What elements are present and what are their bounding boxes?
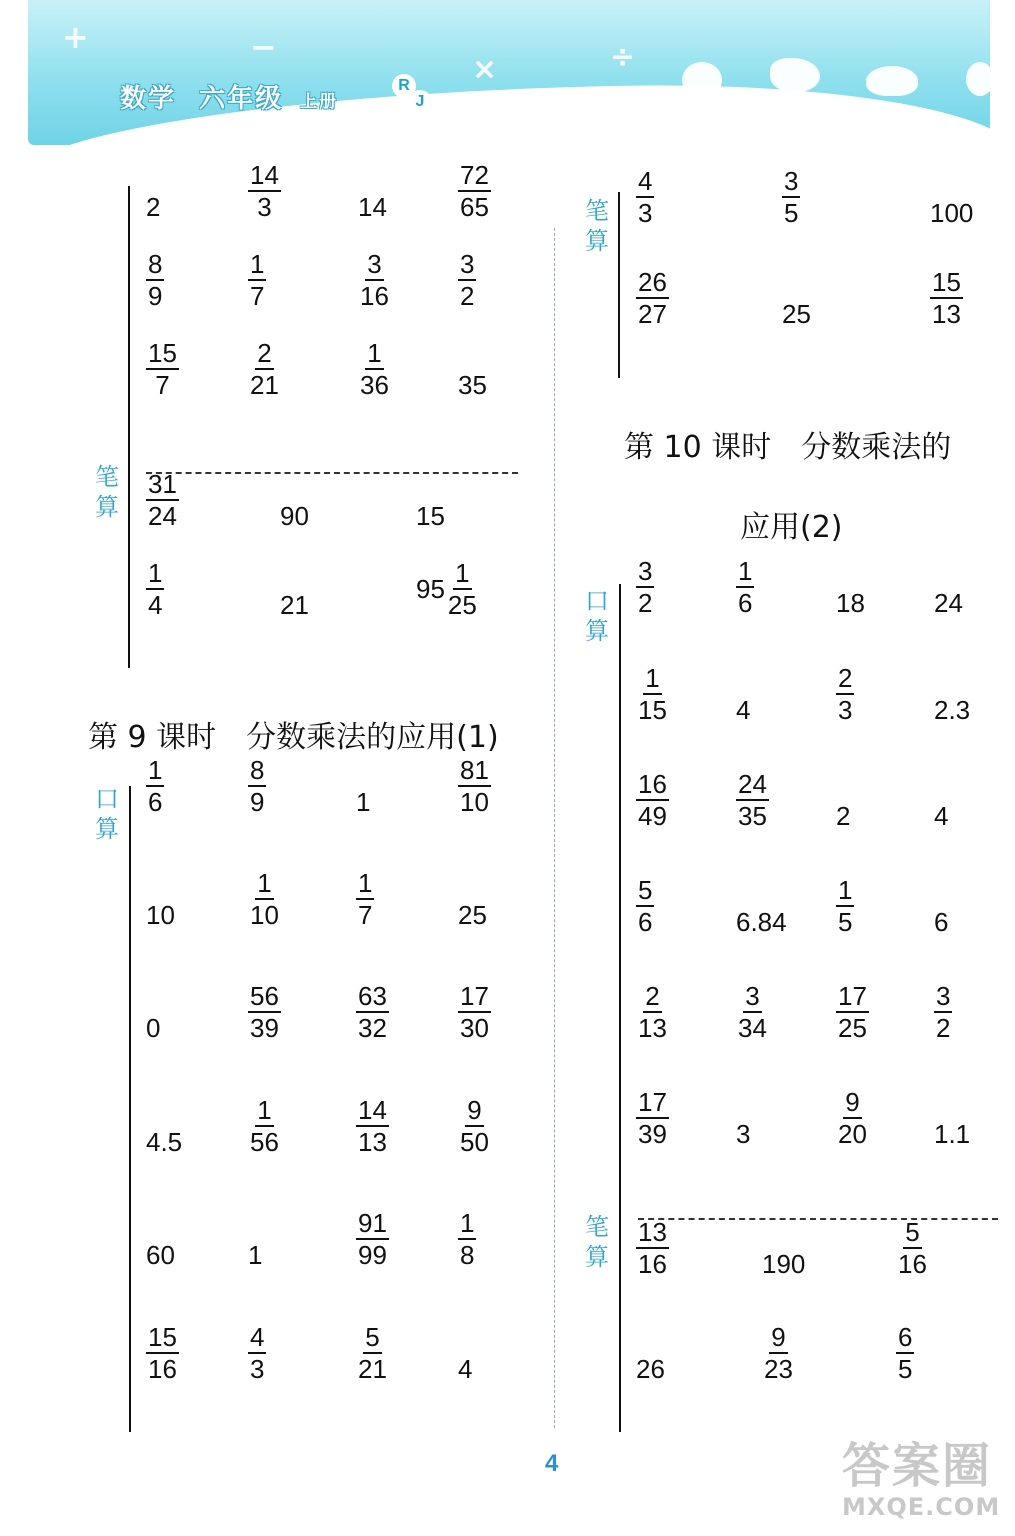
number: 0 [146,1013,161,1043]
oral-label: 口算 [95,785,119,843]
fraction [836,875,854,937]
plus-icon: + [62,18,89,56]
fraction [358,338,391,400]
fraction [146,469,179,531]
number: 21 [280,590,309,620]
fraction [356,1095,389,1157]
lesson-10-title-line2: 应用(2) [740,510,843,545]
fraction [458,1095,491,1157]
denominator: 39 [250,1013,279,1043]
denominator: 15 [638,695,667,725]
minus-icon: − [250,28,277,66]
numerator: 1 [358,868,373,898]
fraction [248,1095,281,1157]
fraction [446,558,479,620]
fraction [146,755,164,817]
dashed-separator [638,1218,998,1220]
fraction [146,558,164,620]
fraction [248,755,266,817]
denominator: 35 [738,801,767,831]
written-label: 笔算 [585,1213,609,1271]
numerator: 15 [932,267,961,297]
numerator: 31 [148,469,177,499]
number: 24 [934,588,963,618]
numerator: 15 [148,1322,177,1352]
fraction [636,556,654,618]
numerator: 1 [460,1208,475,1238]
denominator: 13 [358,1127,387,1157]
numerator: 17 [638,1087,667,1117]
numerator: 1 [257,1095,272,1125]
fraction [636,769,669,831]
badge-j: J [408,90,432,114]
denominator: 10 [460,787,489,817]
denominator: 7 [250,281,265,311]
numerator: 3 [784,166,799,196]
numerator: 8 [148,249,163,279]
denominator: 36 [360,370,389,400]
fraction [736,556,754,618]
numerator: 1 [838,875,853,905]
numerator: 1 [455,558,470,588]
watermark-text: 答案圈 [842,1438,993,1494]
mixed-number [416,558,479,620]
fraction [458,755,491,817]
denominator: 49 [638,801,667,831]
denominator: 10 [250,900,279,930]
right-practice-bar [619,584,621,1432]
fraction [636,1087,669,1149]
denominator: 20 [838,1119,867,1149]
number: 3 [736,1119,751,1149]
number: 2 [836,801,851,831]
fraction [636,663,669,725]
numerator: 5 [638,875,653,905]
watermark-logo [842,1440,1012,1532]
badge-r: R [392,74,416,98]
numerator: 16 [638,769,667,799]
denominator: 7 [155,370,170,400]
denominator: 9 [148,281,163,311]
denominator: 5 [838,907,853,937]
denominator: 2 [638,588,653,618]
fraction [356,868,374,930]
fraction [458,981,491,1043]
fraction [736,981,769,1043]
number: 14 [358,192,387,222]
numerator: 1 [257,868,272,898]
numerator: 9 [771,1322,786,1352]
denominator: 5 [784,198,799,228]
numerator: 8 [250,755,265,785]
fraction [896,1217,929,1279]
denominator: 6 [638,907,653,937]
denominator: 4 [148,590,163,620]
denominator: 2 [936,1013,951,1043]
denominator: 39 [638,1119,667,1149]
numerator: 17 [838,981,867,1011]
denominator: 32 [358,1013,387,1043]
oral-label: 口算 [585,587,609,645]
number: 60 [146,1240,175,1270]
times-icon: × [472,52,498,87]
numerator: 1 [738,556,753,586]
cloud-icon [770,58,820,92]
denominator: 25 [447,590,477,620]
subject-label: 数学 [120,84,177,114]
denominator: 5 [898,1354,913,1384]
numerator: 26 [638,267,667,297]
numerator: 81 [460,755,489,785]
fraction [356,1208,389,1270]
fraction [896,1322,914,1384]
numerator: 24 [738,769,767,799]
numerator: 14 [358,1095,387,1125]
denominator: 6 [148,787,163,817]
denominator: 3 [638,198,653,228]
denominator: 34 [738,1013,767,1043]
left-oral-bar [129,786,131,1432]
denominator: 27 [638,299,667,329]
number: 4 [736,695,751,725]
written-label: 笔算 [585,197,609,255]
number: 190 [762,1249,806,1279]
number: 4 [934,801,949,831]
page-number: 4 [545,1450,559,1477]
numerator: 2 [257,338,272,368]
numerator: 2 [838,663,853,693]
denominator: 25 [838,1013,867,1043]
numerator: 4 [638,166,653,196]
whole-part: 95 [416,573,445,604]
fraction [836,1087,869,1149]
fraction [930,267,963,329]
denominator: 16 [898,1249,927,1279]
right-written-bar [618,192,620,378]
denominator: 50 [460,1127,489,1157]
denominator: 23 [764,1354,793,1384]
fraction [636,981,669,1043]
numerator: 4 [250,1322,265,1352]
numerator: 17 [460,981,489,1011]
fraction [248,249,266,311]
fraction [762,1322,795,1384]
numerator: 1 [367,338,382,368]
numerator: 3 [638,556,653,586]
header-banner [28,0,990,145]
numerator: 13 [638,1217,667,1247]
fraction [356,1322,389,1384]
number: 18 [836,588,865,618]
number: 1 [248,1240,263,1270]
denominator: 7 [358,900,373,930]
watermark-url: MXQE.COM [842,1493,1001,1521]
fraction [248,981,281,1043]
fraction [636,1217,669,1279]
dashed-separator [146,472,518,474]
grade-label: 六年级 [199,84,284,114]
numerator: 56 [250,981,279,1011]
written-label: 笔算 [95,463,119,521]
fraction [636,267,669,329]
denominator: 30 [460,1013,489,1043]
fraction [736,769,769,831]
left-written-bar [128,186,130,668]
denominator: 6 [738,588,753,618]
denominator: 8 [460,1240,475,1270]
denominator: 13 [638,1013,667,1043]
numerator: 1 [250,249,265,279]
numerator: 91 [358,1208,387,1238]
fraction [636,166,654,228]
numerator: 6 [898,1322,913,1352]
number: 10 [146,900,175,930]
fraction [356,981,389,1043]
denominator: 21 [358,1354,387,1384]
number: 1.1 [934,1119,971,1149]
number: 100 [930,198,974,228]
number: 4.5 [146,1127,183,1157]
book-title [120,78,338,115]
number: 35 [458,370,487,400]
denominator: 16 [360,281,389,311]
numerator: 1 [148,558,163,588]
denominator: 21 [250,370,279,400]
fraction [146,249,164,311]
fraction [636,875,654,937]
numerator: 1 [148,755,163,785]
fraction [458,160,491,222]
denominator: 65 [460,192,489,222]
fraction [934,981,952,1043]
fraction [358,249,391,311]
number: 4 [458,1354,473,1384]
numerator: 15 [148,338,177,368]
fraction [248,868,281,930]
number: 6 [934,907,949,937]
number: 1 [356,787,371,817]
denominator: 3 [250,1354,265,1384]
number: 25 [458,900,487,930]
numerator: 2 [645,981,660,1011]
denominator: 9 [250,787,265,817]
divide-icon: ÷ [610,40,636,75]
denominator: 2 [460,281,475,311]
number: 2 [146,192,161,222]
lesson-9-title: 第 9 课时 分数乘法的应用(1) [88,720,499,755]
fraction [782,166,800,228]
number: 25 [782,299,811,329]
lesson-10-title-line1: 第 10 课时 分数乘法的 [624,430,952,465]
numerator: 63 [358,981,387,1011]
denominator: 24 [148,501,177,531]
number: 15 [416,501,445,531]
fraction [248,1322,266,1384]
volume-label: 上册 [300,92,339,112]
fraction [836,981,869,1043]
cloud-icon [866,66,918,96]
numerator: 9 [845,1087,860,1117]
number: 26 [636,1354,665,1384]
numerator: 3 [460,249,475,279]
number: 90 [280,501,309,531]
denominator: 16 [148,1354,177,1384]
edition-badge [392,72,434,116]
denominator: 16 [638,1249,667,1279]
numerator: 3 [745,981,760,1011]
fraction [248,160,281,222]
numerator: 9 [467,1095,482,1125]
numerator: 14 [250,160,279,190]
numerator: 1 [645,663,660,693]
numerator: 3 [367,249,382,279]
numerator: 5 [905,1217,920,1247]
fraction [248,338,281,400]
denominator: 3 [257,192,272,222]
fraction [458,1208,476,1270]
numerator: 5 [365,1322,380,1352]
denominator: 13 [932,299,961,329]
denominator: 99 [358,1240,387,1270]
fraction [146,1322,179,1384]
number: 2.3 [934,695,971,725]
fraction [458,249,476,311]
denominator: 3 [838,695,853,725]
numerator: 72 [460,160,489,190]
numerator: 3 [936,981,951,1011]
cloud-icon [966,62,990,96]
fraction [836,663,854,725]
fraction [146,338,179,400]
column-divider [554,228,555,1428]
denominator: 56 [250,1127,279,1157]
number: 6.84 [736,907,787,937]
